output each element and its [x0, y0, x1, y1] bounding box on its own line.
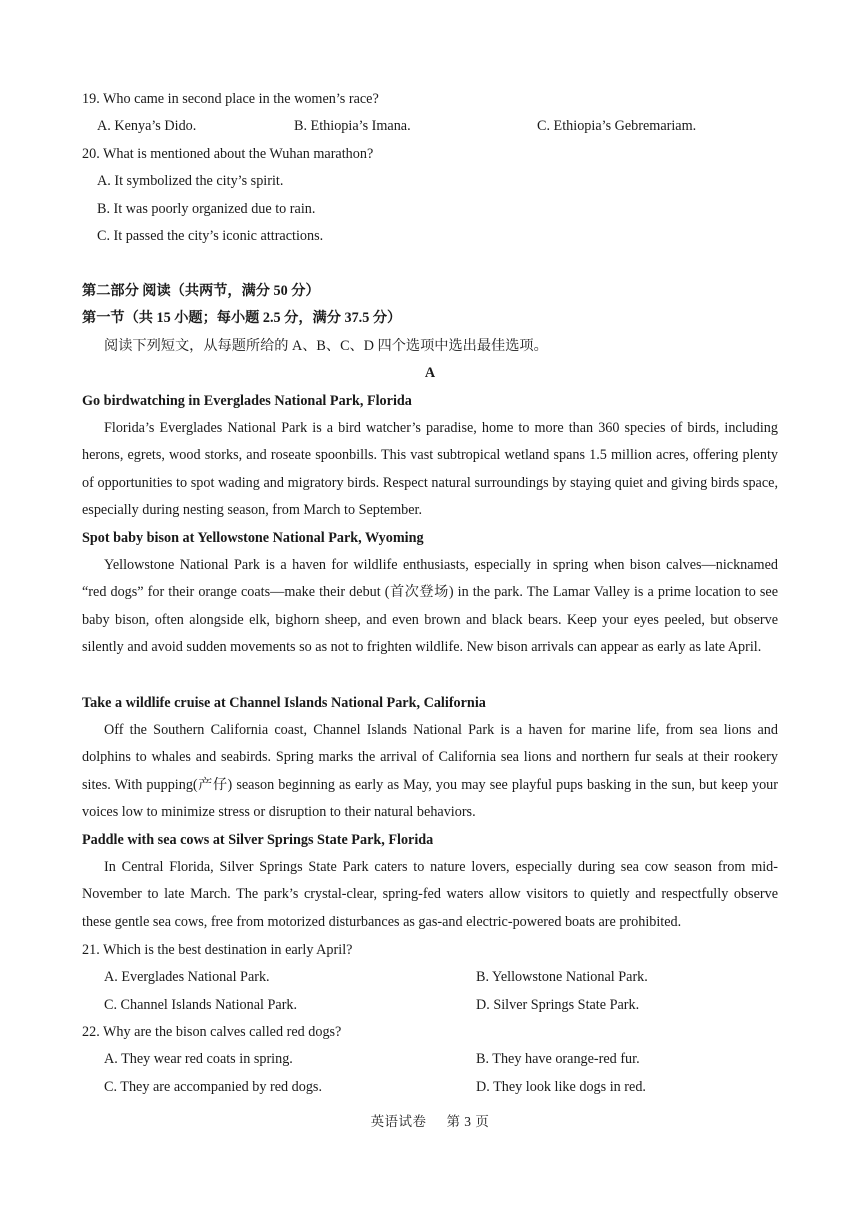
question-21-option-d: D. Silver Springs State Park. [476, 997, 640, 1013]
question-19-stem: 19. Who came in second place in the women’s race? [82, 91, 379, 107]
question-20-option-a: A. It symbolized the city’s spirit. [97, 173, 284, 189]
question-20-option-b: B. It was poorly organized due to rain. [97, 201, 316, 217]
heading-yellowstone: Spot baby bison at Yellowstone National Park, Wyoming [82, 530, 424, 546]
paragraph-silver-springs: In Central Florida, Silver Springs State Park caters to nature lovers, especially during sea cow season from mid-November to late March. The park’s crystal-clear, spring-fed waters allow visitors to quietly and respectfully observe these gentle sea cows, free from motorized disturbances as gas-and electric-powered boats are prohibited. [82, 859, 778, 930]
footer-subject: 英语试卷 [370, 1114, 427, 1129]
paragraph-channel-islands: Off the Southern California coast, Channel Islands National Park is a haven for marine life, from sea lions and dolphins to whales and seabirds. Spring marks the arrival of California sea lions and northern fur seals at their rookery sites. With pupping(产仔) season beginning as early as May, you may see playful pups basking in the sun, but keep your voices low to minimize stress or disruption to their natural behaviors. [82, 722, 778, 821]
question-20-option-c: C. It passed the city’s iconic attractions. [97, 228, 324, 244]
question-22-option-b: B. They have orange-red fur. [476, 1051, 640, 1067]
question-21-option-a: A. Everglades National Park. [104, 969, 270, 985]
footer-page-number: 第 3 页 [446, 1114, 490, 1129]
question-21-stem: 21. Which is the best destination in early April? [82, 942, 353, 958]
question-22-stem: 22. Why are the bison calves called red dogs? [82, 1024, 342, 1040]
page-footer [0, 1110, 860, 1130]
question-22-option-a: A. They wear red coats in spring. [104, 1051, 293, 1067]
question-22-option-c: C. They are accompanied by red dogs. [104, 1079, 322, 1095]
question-19-option-a: A. Kenya’s Dido. [97, 118, 197, 134]
heading-silver-springs: Paddle with sea cows at Silver Springs State Park, Florida [82, 832, 434, 848]
question-21-option-b: B. Yellowstone National Park. [476, 969, 648, 985]
reading-instruction: 阅读下列短文，从每题所给的 A、B、C、D 四个选项中选出最佳选项。 [104, 338, 548, 354]
heading-everglades: Go birdwatching in Everglades National Park, Florida [82, 393, 412, 409]
question-20-stem: 20. What is mentioned about the Wuhan marathon? [82, 146, 374, 162]
question-19-option-c: C. Ethiopia’s Gebremariam. [537, 118, 697, 134]
question-19-option-b: B. Ethiopia’s Imana. [294, 118, 411, 134]
part-2-title: 第二部分 阅读（共两节，满分 50 分） [82, 283, 320, 299]
paragraph-yellowstone: Yellowstone National Park is a haven for wildlife enthusiasts, especially in spring when bison calves—nicknamed “red dogs” for their orange coats—make their debut (首次登场) in the park. The Lamar Valley is a prime location to see baby bison, often alongside elk, bighorn sheep, and even brown and black bears. Keep your eyes peeled, but observe silently and avoid sudden movements so as not to frighten wildlife. New bison arrivals can appear as early as late April. [82, 557, 778, 656]
question-22-option-d: D. They look like dogs in red. [476, 1079, 646, 1095]
section-1-title: 第一节（共 15 小题；每小题 2.5 分，满分 37.5 分） [82, 310, 402, 326]
heading-channel-islands: Take a wildlife cruise at Channel Islands National Park, California [82, 695, 486, 711]
passage-label: A [424, 365, 436, 381]
paragraph-everglades: Florida’s Everglades National Park is a bird watcher’s paradise, home to more than 360 species of birds, including herons, egrets, wood storks, and roseate spoonbills. This vast subtropical wetland spans 1.5 million acres, offering plenty of opportunities to spot wading and migratory birds. Respect natural surroundings by staying quiet and giving birds space, especially during nesting season, from March to September. [82, 420, 778, 519]
question-21-option-c: C. Channel Islands National Park. [104, 997, 298, 1013]
